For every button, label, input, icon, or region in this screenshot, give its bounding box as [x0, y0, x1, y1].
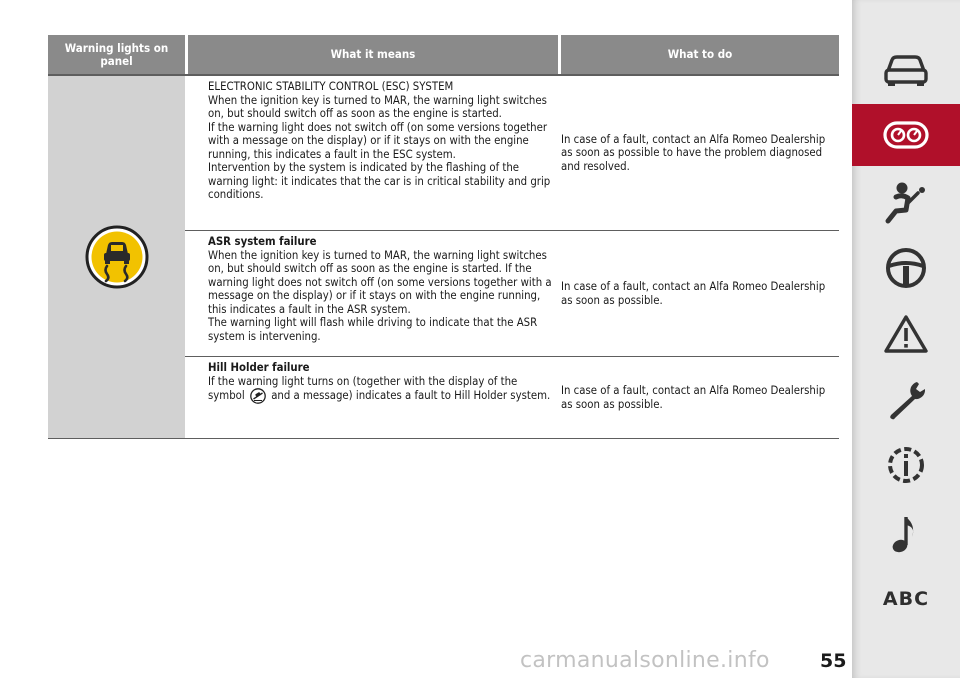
table-row: [185, 76, 839, 231]
action-text: In case of a fault, contact an Alfa Romeo Dealership as soon as possible.: [561, 280, 826, 307]
warning-lights-table: [48, 35, 839, 439]
page-number: 55: [820, 650, 847, 672]
esc-skid-warning-icon: [84, 224, 150, 290]
sidebar-tab-starting-driving[interactable]: [852, 237, 960, 299]
action-text: In case of a fault, contact an Alfa Romeo Dealership as soon as possible to have the problem diagnosed and resolved.: [561, 132, 826, 173]
meaning-cell: [185, 357, 561, 438]
meaning-cell: [185, 231, 561, 356]
warning-light-cell: [48, 76, 185, 439]
row-title: ELECTRONIC STABILITY CONTROL (ESC) SYSTEM: [208, 80, 454, 93]
dashboard-icon: [882, 117, 930, 153]
action-cell: [561, 76, 839, 230]
meaning-text: When the ignition key is turned to MAR, the warning light switches on, but should switch off as soon as the engine is started. If the warning light does not switch off (on some versions together with a message on the display) or if it stays on with the engine running, this indicates a fault in the ASR system. The warning light will flash while driving to indicate that the ASR system is intervening.: [208, 248, 552, 343]
sidebar-tab-maintenance[interactable]: [852, 369, 960, 431]
info-gear-icon: [883, 442, 929, 488]
sidebar-tab-safety[interactable]: [852, 172, 960, 234]
meaning-cell: [185, 76, 561, 230]
meaning-text-after: and a message) indicates a fault to Hill Holder system.: [271, 389, 551, 402]
sidebar-tab-index[interactable]: [852, 568, 960, 630]
seat-safety-icon: [882, 181, 930, 225]
table-header: [48, 35, 839, 76]
sidebar-tab-multimedia[interactable]: [852, 504, 960, 566]
action-text: In case of a fault, contact an Alfa Romeo Dealership as soon as possible.: [561, 384, 826, 411]
wrench-icon: [883, 377, 929, 423]
music-note-icon: [888, 513, 924, 557]
steering-wheel-icon: [884, 246, 928, 290]
header-what-it-means: What it means: [188, 35, 558, 74]
sidebar-tab-emergency[interactable]: [852, 303, 960, 365]
car-icon: [882, 53, 930, 89]
sidebar-tab-car[interactable]: [852, 40, 960, 102]
action-cell: [561, 231, 839, 356]
meaning-text: When the ignition key is turned to MAR, the warning light switches on, but should switch off as soon as the engine is started. If the warning light does not switch off (on some versions together with a message on the display) or if it stays on with the engine running, this indicates a fault in the ESC system. Intervention by the system is indicated by the flashing of the warning light: it indicates that the car is in critical stability and grip conditions.: [208, 93, 551, 201]
header-what-to-do: What to do: [561, 35, 839, 74]
hill-holder-symbol-icon: [250, 388, 266, 404]
index-label: ABC: [882, 588, 930, 610]
table-row: [185, 231, 839, 357]
row-title: ASR system failure: [208, 235, 317, 248]
warning-triangle-icon: [883, 313, 929, 355]
sidebar-tab-dashboard[interactable]: [852, 104, 960, 166]
sidebar-tab-technical-data[interactable]: [852, 434, 960, 496]
table-row: [185, 357, 839, 439]
meaning-text-before: If the warning light turns on (together with the display of the symbol: [208, 374, 518, 402]
chapter-sidebar: [852, 0, 960, 678]
header-warning-lights: Warning lights on panel: [48, 35, 185, 74]
watermark: carmanualsonline.info: [520, 648, 770, 673]
action-cell: [561, 357, 839, 438]
row-title: Hill Holder failure: [208, 361, 310, 374]
